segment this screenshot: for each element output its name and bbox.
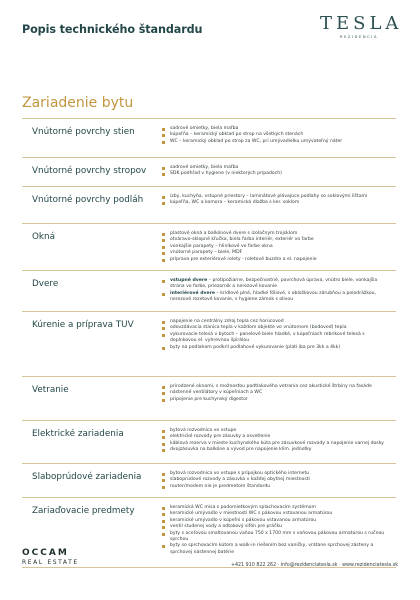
spec-item-emphasis: interiérové dvere bbox=[170, 290, 216, 296]
spec-row-label: Zariaďovacie predmety bbox=[32, 506, 135, 516]
spec-item-text: keramické umývadlo v miestnosti WC s pákovou vstavanou armatúrou bbox=[170, 511, 333, 517]
spec-row-label: Elektrické zariadenia bbox=[32, 429, 124, 439]
spec-item-text: odovzdávacia stanica tepla v každom objekte vo vnútornom (bodovod) tepla bbox=[170, 325, 347, 331]
spec-item bbox=[160, 484, 392, 490]
spec-item-text: sadrové omietky, biela maľba bbox=[170, 165, 239, 170]
spec-row-label: Vetranie bbox=[32, 385, 69, 395]
section-title: Zariadenie bytu bbox=[22, 95, 134, 111]
spec-row bbox=[22, 271, 396, 312]
spec-row bbox=[22, 119, 396, 158]
spec-table bbox=[22, 118, 396, 568]
spec-item bbox=[160, 447, 392, 453]
spec-item bbox=[160, 171, 392, 177]
spec-item-list bbox=[154, 158, 396, 186]
spec-item bbox=[160, 139, 392, 145]
spec-row-label: Vnútorné povrchy stropov bbox=[32, 166, 147, 176]
spec-item bbox=[160, 200, 392, 206]
spec-item-text: plastové okná a balkónové dvere s izolačným trojsklom bbox=[170, 231, 298, 236]
spec-item-text: bytová rozvodnica vo vstupe bbox=[170, 428, 237, 433]
spec-item bbox=[160, 397, 392, 403]
spec-item-text: izby, kuchyňa, vstupné priestory – laminátové plávajúce podlahy so soklovými lištami bbox=[170, 194, 368, 199]
spec-item-text: byty na podlahom podkrlí podlahové vykurovanie (platí iba pre 3kk a 4kk) bbox=[170, 344, 341, 350]
spec-item bbox=[160, 257, 392, 263]
spec-item-text: vykurovacie telesá v bytoch – panelové biele hladké, v kúpeľniach rebríkové telesá s doplnkovou el. vyhrevnou špirálou bbox=[170, 331, 365, 344]
spec-row bbox=[22, 421, 396, 464]
spec-item bbox=[160, 543, 392, 556]
spec-row bbox=[22, 312, 396, 377]
spec-item-text: vonkajšie parapety – hliníkové vo farbe okna bbox=[170, 243, 273, 249]
spec-item-text: elektrické rozvody pre zásuvky a osvetlenie bbox=[170, 434, 271, 440]
brand-name: TESLA bbox=[320, 13, 403, 34]
spec-item-text: – kridlové plné, hladké fóliové, s obložkovou zárubňou a polodrážkou, nerezové rozetové kovanie, v hygiene zámok s olivou bbox=[170, 290, 377, 303]
spec-item-text: – protipožiarne, bezpečnostné, povrchová úprava, vnútro biele, vonkajšia strana vo farbe, priezorník a nerezové kovanie bbox=[170, 278, 378, 290]
spec-item-text: ventil studenej vody a odtokový sifón pre práčku bbox=[170, 524, 283, 530]
spec-item-text: káblová rezerva v mieste kuchynského kúta pre zásuvkové rozvody a napojenie varnej dosky bbox=[170, 440, 384, 446]
spec-item-list bbox=[154, 271, 396, 311]
spec-item-text: pripojenie pre kuchynský digestor bbox=[170, 396, 248, 402]
spec-item-list bbox=[154, 498, 396, 567]
spec-item-text: router/modem nie je predmetom štandardu bbox=[170, 483, 271, 489]
spec-row-label: Vnútorné povrchy podláh bbox=[32, 195, 144, 205]
spec-item-emphasis: vstupné dvere bbox=[170, 278, 208, 283]
spec-row bbox=[22, 187, 396, 224]
spec-row bbox=[22, 158, 396, 187]
spec-item-list bbox=[154, 464, 396, 497]
spec-row bbox=[22, 224, 396, 271]
footer-contact: +421 910 822 262 · info@rezidenciatesla.sk · www.rezidenciatesla.sk bbox=[230, 563, 398, 568]
spec-item-text: príprava pre exteriérové rolety - roletové buzdro a el. napojenie bbox=[170, 256, 317, 262]
spec-row bbox=[22, 464, 396, 498]
spec-item bbox=[160, 332, 392, 345]
spec-item-text: slaboprúdové rozvody a zásuvka v každej obytnej miestnosti bbox=[170, 477, 310, 483]
spec-item-text: sadrové omietky, biela maľba bbox=[170, 126, 239, 131]
spec-item-list bbox=[154, 312, 396, 376]
spec-row-label: Kúrenie a príprava TUV bbox=[32, 320, 134, 330]
spec-item-text: byty so sprchovacím kútom a walk-in riešením bez vaničky, vrátane sprchovej zásteny a sprchovej nástennej batérie bbox=[170, 543, 374, 555]
spec-item-text: kúpeľňa, WC a komora – keramická dlažba s ker. soklom bbox=[170, 200, 300, 206]
company-name: OCCAM bbox=[22, 548, 69, 558]
footer-logo bbox=[22, 548, 79, 566]
spec-item-text: otváravo-sklopné kľučka, biela farba interiér, exteriér vo farbe bbox=[170, 237, 314, 243]
spec-item-text: SDK podhľad v hygiene (v niektorých prípadoch) bbox=[170, 171, 282, 177]
spec-item-text: napojenie na centrálny zdroj tepla cez horúcovod bbox=[170, 319, 284, 324]
spec-item-text: keramické umývadlo v kúpeľni s pákovou vstavanou armatúrou bbox=[170, 517, 317, 523]
spec-item-text: prirodzené oknami, s možnosťou podtlakového vetrania cez akustické štrbiny na fasáde bbox=[170, 384, 372, 389]
spec-item-text: kúpeľňa – keramický obklad po strop na všetkých stenách bbox=[170, 132, 304, 138]
page-title: Popis technického štandardu bbox=[22, 23, 203, 36]
spec-item bbox=[160, 345, 392, 351]
brand-subtitle: REZIDENCIA bbox=[339, 35, 379, 39]
spec-item-text: keramická WC misa s podomietkovým splachovacím systémom bbox=[170, 505, 316, 510]
spec-item bbox=[160, 278, 392, 291]
spec-row-label: Slaboprúdové zariadenia bbox=[32, 472, 142, 482]
spec-item-text: bytová rozvodnica vo vstupe s prípojkou optického internetu bbox=[170, 471, 310, 476]
spec-item-text: dvojzásuvka na balkóne a vývod pre napojenie klim. jednotky bbox=[170, 447, 312, 453]
spec-row-label: Dvere bbox=[32, 279, 59, 289]
spec-item bbox=[160, 531, 392, 544]
company-subtitle: REAL ESTATE bbox=[22, 559, 79, 566]
spec-item-text: vnútorné parapety – biele, MDF bbox=[170, 250, 243, 256]
spec-row-label: Vnútorné povrchy stien bbox=[32, 127, 135, 137]
spec-item-text: WC – keramický obklad po strop za WC, pri umývadielku umývateľný náter bbox=[170, 138, 343, 144]
spec-item-list bbox=[154, 421, 396, 463]
spec-item-list bbox=[154, 187, 396, 223]
spec-item-text: nástenné ventilátory v kúpeľniach a WC bbox=[170, 390, 263, 396]
spec-item bbox=[160, 291, 392, 304]
spec-item-list bbox=[154, 119, 396, 157]
spec-item-list bbox=[154, 224, 396, 270]
spec-item-list bbox=[154, 377, 396, 420]
spec-row-label: Okná bbox=[32, 232, 55, 242]
spec-row bbox=[22, 377, 396, 421]
spec-item-text: byty s oceľovou smaltovanou vaňou 750 x 1700 mm s vaňovou pákovou armatúrou s ručnou sprchou bbox=[170, 530, 385, 543]
brand-logo bbox=[320, 13, 403, 39]
